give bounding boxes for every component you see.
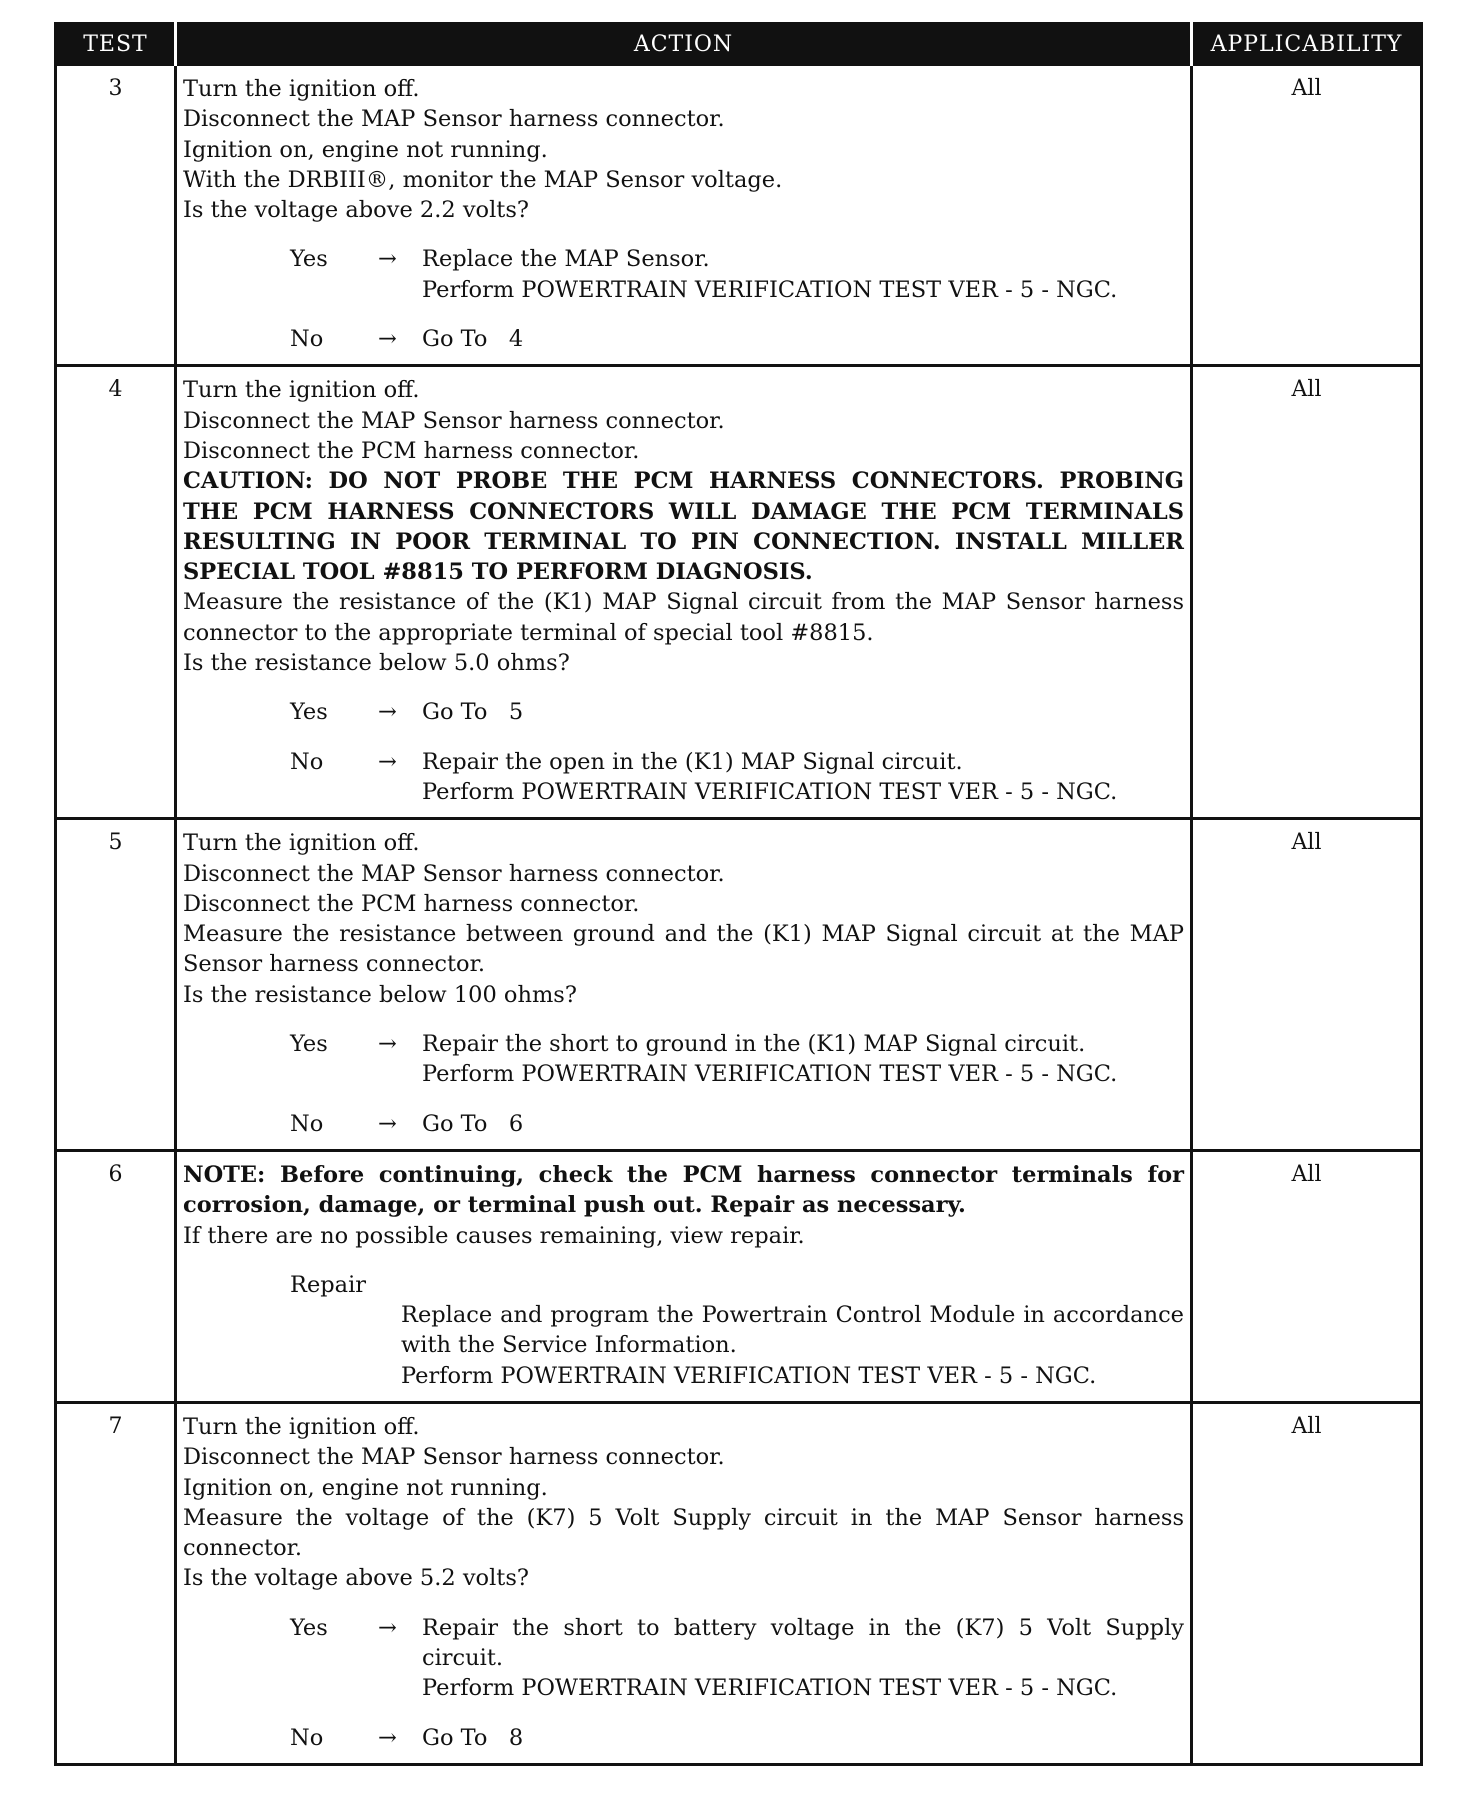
step-line: Turn the ignition off. [183,377,420,404]
outcome-line: Replace the MAP Sensor. [422,246,710,273]
right-arrow-icon: → [378,246,397,273]
table-row-test-6 [56,1150,1422,1402]
step-line: With the DRBIII®, monitor the MAP Sensor voltage. [183,166,783,193]
step-line: Turn the ignition off. [183,830,420,857]
test-number: 3 [56,65,176,366]
step-line: Disconnect the PCM harness connector. [183,890,640,917]
yes-outcome [422,244,1184,305]
yes-outcome [422,697,1184,727]
no-branch [183,324,1184,354]
applicability-value: All [1192,1402,1422,1764]
step-line: Disconnect the MAP Sensor harness connector. [183,407,725,434]
test-number: 4 [56,366,176,819]
no-label: No [290,1724,324,1751]
outcome-line: Go To 5 [422,699,524,726]
no-label: No [290,326,324,353]
note-text: NOTE: Before continuing, check the PCM harness connector terminals for corrosion, damage, or terminal push out. Repair as necessary. [183,1161,1184,1219]
table-row-test-5 [56,819,1422,1151]
outcome-line: Repair the open in the (K1) MAP Signal circuit. [422,748,963,775]
repair-perform: Perform POWERTRAIN VERIFICATION TEST VER - 5 - NGC. [401,1362,1097,1389]
yes-label: Yes [290,1614,328,1641]
header-applicability: APPLICABILITY [1192,24,1422,65]
step-line: Ignition on, engine not running. [183,1474,548,1501]
yes-branch [183,244,1184,305]
yes-label: Yes [290,699,328,726]
action-cell [176,1150,1192,1402]
test-number: 6 [56,1150,176,1402]
right-arrow-icon: → [378,748,397,775]
diagnostic-test-table [54,22,1423,1766]
no-outcome [422,324,1184,354]
step-line: If there are no possible causes remaining, view repair. [183,1222,805,1249]
applicability-value: All [1192,819,1422,1151]
step-line: Disconnect the MAP Sensor harness connector. [183,1444,725,1471]
repair-instructions [183,1300,1184,1391]
table-row-test-3 [56,65,1422,366]
no-branch [183,1723,1184,1753]
question-line: Is the resistance below 100 ohms? [183,981,577,1008]
no-outcome [422,1109,1184,1139]
no-outcome [422,1723,1184,1753]
test-number: 5 [56,819,176,1151]
question-line: Is the resistance below 5.0 ohms? [183,650,570,677]
applicability-value: All [1192,366,1422,819]
caution-text: CAUTION: DO NOT PROBE THE PCM HARNESS CONNECTORS. PROBING THE PCM HARNESS CONNECTORS WILL DAMAGE THE PCM TERMINALS RESULTING IN POOR TERMINAL TO PIN CONNECTION. INSTALL MILLER SPECIAL TOOL #8815 TO PERFORM DIAGNOSIS. [183,468,1184,586]
repair-label: Repair [290,1271,367,1298]
header-test: TEST [56,24,176,65]
table-row-test-7 [56,1402,1422,1764]
outcome-line: Perform POWERTRAIN VERIFICATION TEST VER - 5 - NGC. [422,1675,1118,1702]
outcome-text: Repair the short to battery voltage in the (K7) 5 Volt Supply circuit. [422,1614,1184,1672]
right-arrow-icon: → [378,1614,397,1641]
no-branch [183,1109,1184,1139]
applicability-value: All [1192,1150,1422,1402]
applicability-value: All [1192,65,1422,366]
no-branch [183,747,1184,808]
step-line: Turn the ignition off. [183,76,420,102]
action-cell [176,65,1192,366]
step-line: Disconnect the MAP Sensor harness connector. [183,106,725,133]
yes-outcome [422,1029,1184,1090]
yes-branch [183,1613,1184,1704]
step-line: Disconnect the PCM harness connector. [183,437,640,464]
yes-label: Yes [290,1031,328,1058]
yes-branch [183,697,1184,727]
measure-step: Measure the resistance of the (K1) MAP Signal circuit from the MAP Sensor harness connector to the appropriate terminal of special tool #8815. [183,589,1184,646]
no-label: No [290,1110,324,1137]
outcome-line: Go To 4 [422,326,524,353]
outcome-line: Go To 8 [422,1724,524,1751]
table-header-row [56,24,1422,65]
right-arrow-icon: → [378,1031,397,1058]
right-arrow-icon: → [378,1724,397,1751]
no-outcome [422,747,1184,808]
measure-step: Measure the resistance between ground and the (K1) MAP Signal circuit at the MAP Sensor harness connector. [183,921,1184,978]
step-line: Disconnect the MAP Sensor harness connector. [183,860,725,887]
question-line: Is the voltage above 5.2 volts? [183,1565,529,1592]
outcome-line: Repair the short to ground in the (K1) MAP Signal circuit. [422,1031,1086,1058]
right-arrow-icon: → [378,1110,397,1137]
right-arrow-icon: → [378,326,397,353]
outcome-line: Perform POWERTRAIN VERIFICATION TEST VER - 5 - NGC. [422,778,1118,805]
outcome-line: Perform POWERTRAIN VERIFICATION TEST VER - 5 - NGC. [422,276,1118,303]
yes-branch [183,1029,1184,1090]
action-cell [176,1402,1192,1764]
step-line: Ignition on, engine not running. [183,136,548,163]
table-row-test-4 [56,366,1422,819]
outcome-line: Go To 6 [422,1110,524,1137]
repair-text: Replace and program the Powertrain Control Module in accordance with the Service Information. [401,1302,1184,1359]
question-line: Is the voltage above 2.2 volts? [183,197,529,224]
outcome-line: Perform POWERTRAIN VERIFICATION TEST VER - 5 - NGC. [422,1061,1118,1088]
action-cell [176,366,1192,819]
yes-outcome [422,1613,1184,1704]
test-number: 7 [56,1402,176,1764]
measure-step: Measure the voltage of the (K7) 5 Volt Supply circuit in the MAP Sensor harness connector. [183,1504,1184,1562]
header-action: ACTION [176,24,1192,65]
action-cell [176,819,1192,1151]
no-label: No [290,748,324,775]
yes-label: Yes [290,246,328,273]
step-line: Turn the ignition off. [183,1413,420,1440]
right-arrow-icon: → [378,699,397,726]
diagnostic-table-page [54,22,1420,1766]
